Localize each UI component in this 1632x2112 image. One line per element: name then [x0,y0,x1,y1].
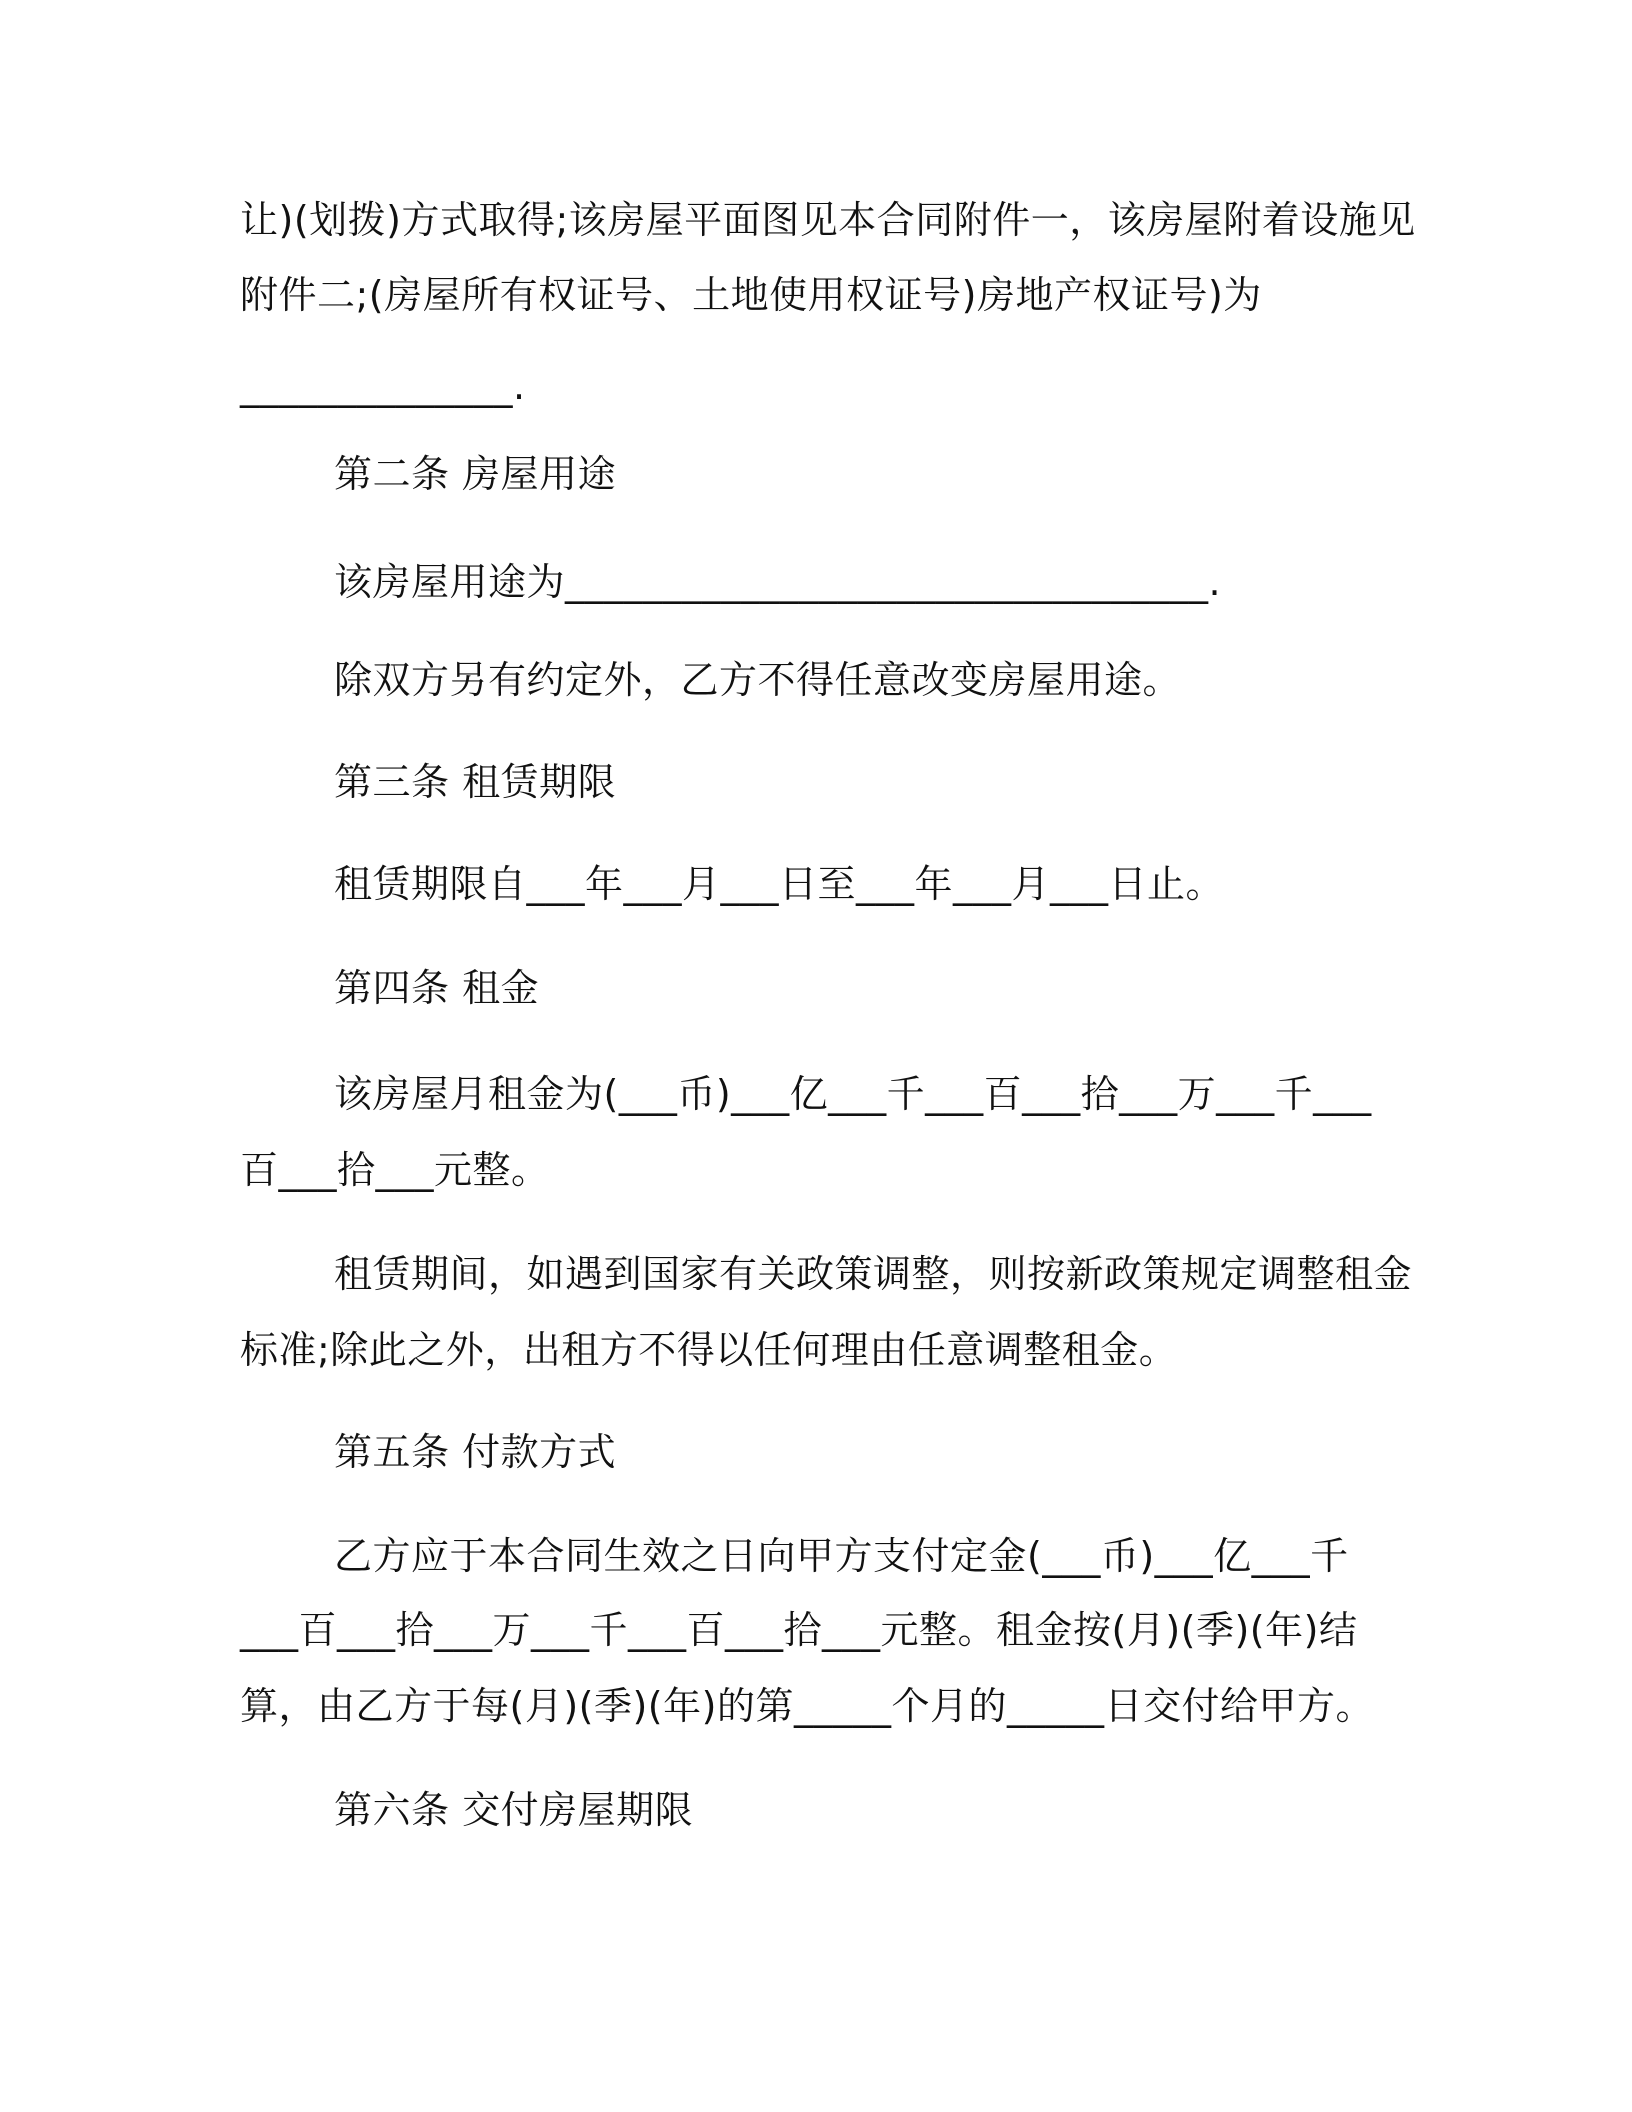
article-3-term-line: 租赁期限自___年___月___日至___年___月___日止。 [334,862,1225,906]
article-4-adjust-line-1: 租赁期间，如遇到国家有关政策调整，则按新政策规定调整租金 [334,1252,1413,1296]
article-5-payment-line-2: ___百___拾___万___千___百___拾___元整。租金按(月)(季)(年)结 [240,1608,1358,1652]
body-line-2: 附件二;(房屋所有权证号、土地使用权证号)房地产权证号)为 [240,273,1262,317]
article-4-rent-line-1: 该房屋月租金为(___币)___亿___千___百___拾___万___千___ [334,1072,1372,1116]
article-2-heading: 第二条 房屋用途 [334,452,617,496]
body-line-1: 让)(划拨)方式取得;该房屋平面图见本合同附件一，该房屋附着设施见 [240,198,1416,242]
article-6-heading: 第六条 交付房屋期限 [334,1788,694,1832]
article-2-restriction: 除双方另有约定外，乙方不得任意改变房屋用途。 [334,658,1182,702]
article-4-rent-line-2: 百___拾___元整。 [240,1148,550,1192]
blank-line: ______________. [240,364,526,408]
article-5-heading: 第五条 付款方式 [334,1430,617,1474]
article-3-heading: 第三条 租赁期限 [334,760,617,804]
article-2-usage-line: 该房屋用途为_________________________________. [334,560,1222,604]
article-4-adjust-line-2: 标准;除此之外，出租方不得以任何理由任意调整租金。 [240,1328,1178,1372]
article-4-heading: 第四条 租金 [334,966,540,1010]
article-5-payment-line-3: 算，由乙方于每(月)(季)(年)的第_____个月的_____日交付给甲方。 [240,1684,1374,1728]
article-5-payment-line-1: 乙方应于本合同生效之日向甲方支付定金(___币)___亿___千 [334,1534,1349,1578]
